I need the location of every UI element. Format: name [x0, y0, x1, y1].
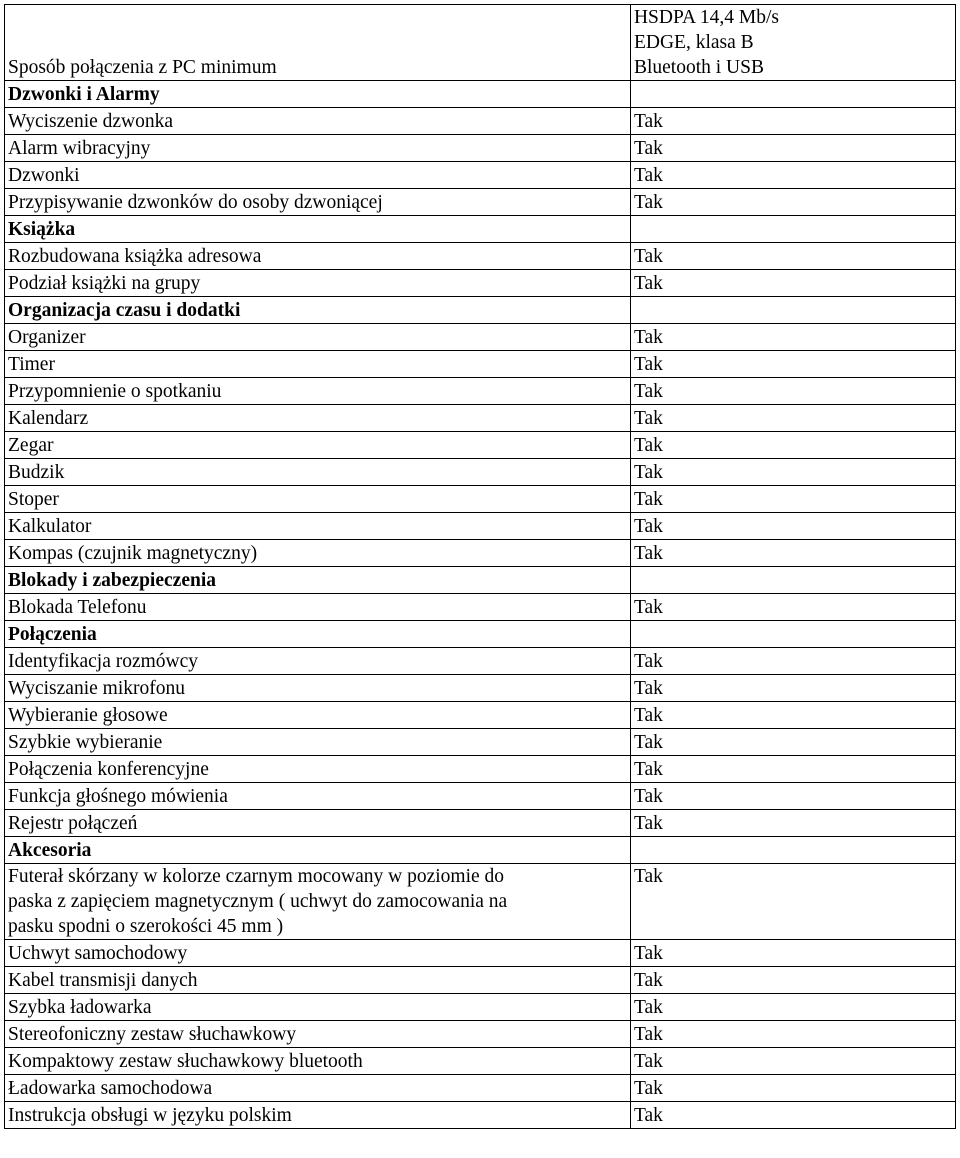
feature-label: Organizer — [5, 324, 631, 351]
feature-label: Identyfikacja rozmówcy — [5, 648, 631, 675]
table-row — [5, 729, 956, 756]
table-row — [5, 108, 956, 135]
table-row — [5, 459, 956, 486]
feature-label: Wybieranie głosowe — [5, 702, 631, 729]
table-row — [5, 648, 956, 675]
feature-label: Podział książki na grupy — [5, 270, 631, 297]
table-row — [5, 243, 956, 270]
feature-value: Tak — [630, 1102, 955, 1129]
feature-label: Dzwonki — [5, 162, 631, 189]
section-heading: Akcesoria — [5, 837, 631, 864]
feature-value: Tak — [630, 1048, 955, 1075]
feature-value: Tak — [630, 675, 955, 702]
feature-value: Tak — [630, 324, 955, 351]
table-row — [5, 351, 956, 378]
table-row — [5, 378, 956, 405]
spec-table — [4, 4, 956, 1129]
section-row — [5, 567, 956, 594]
feature-label: Przypomnienie o spotkaniu — [5, 378, 631, 405]
table-row — [5, 864, 956, 940]
feature-label: Wyciszanie mikrofonu — [5, 675, 631, 702]
feature-value: Tak — [630, 189, 955, 216]
table-row — [5, 1102, 956, 1129]
table-row — [5, 1075, 956, 1102]
section-row — [5, 81, 956, 108]
table-row — [5, 994, 956, 1021]
feature-label: Alarm wibracyjny — [5, 135, 631, 162]
table-row — [5, 432, 956, 459]
feature-value: Tak — [630, 540, 955, 567]
feature-label: Stoper — [5, 486, 631, 513]
table-row — [5, 1021, 956, 1048]
connection-values — [630, 5, 955, 81]
feature-value: Tak — [630, 967, 955, 994]
feature-label: Rozbudowana książka adresowa — [5, 243, 631, 270]
feature-label-line: pasku spodni o szerokości 45 mm ) — [8, 916, 284, 937]
feature-label: Rejestr połączeń — [5, 810, 631, 837]
feature-value: Tak — [630, 513, 955, 540]
feature-value: Tak — [630, 940, 955, 967]
section-heading: Dzwonki i Alarmy — [5, 81, 631, 108]
feature-label: Kalendarz — [5, 405, 631, 432]
feature-label: Przypisywanie dzwonków do osoby dzwoniącej — [5, 189, 631, 216]
feature-value: Tak — [630, 783, 955, 810]
section-row — [5, 621, 956, 648]
section-heading: Książka — [5, 216, 631, 243]
feature-value: Tak — [630, 994, 955, 1021]
connection-value-edge: EDGE, klasa B — [633, 32, 754, 53]
feature-label: Timer — [5, 351, 631, 378]
feature-value: Tak — [630, 243, 955, 270]
table-row — [5, 135, 956, 162]
connection-label: Sposób połączenia z PC minimum — [5, 5, 631, 81]
connection-row — [5, 5, 956, 81]
feature-value: Tak — [630, 459, 955, 486]
feature-label: Kompas (czujnik magnetyczny) — [5, 540, 631, 567]
feature-label: Szybkie wybieranie — [5, 729, 631, 756]
feature-label-line: paska z zapięciem magnetycznym ( uchwyt do zamocowania na — [8, 891, 508, 912]
table-row — [5, 513, 956, 540]
feature-value — [630, 567, 955, 594]
section-row — [5, 297, 956, 324]
feature-value: Tak — [630, 270, 955, 297]
table-row — [5, 702, 956, 729]
feature-value — [630, 297, 955, 324]
table-row — [5, 967, 956, 994]
feature-value: Tak — [630, 351, 955, 378]
feature-value: Tak — [630, 702, 955, 729]
feature-label: Budzik — [5, 459, 631, 486]
feature-label: Ładowarka samochodowa — [5, 1075, 631, 1102]
feature-label — [5, 864, 631, 940]
feature-value: Tak — [630, 810, 955, 837]
feature-value: Tak — [630, 729, 955, 756]
table-row — [5, 756, 956, 783]
feature-value: Tak — [630, 108, 955, 135]
connection-value-bluetooth-usb: Bluetooth i USB — [633, 57, 764, 78]
table-row — [5, 675, 956, 702]
section-heading: Blokady i zabezpieczenia — [5, 567, 631, 594]
feature-value — [630, 216, 955, 243]
table-row — [5, 324, 956, 351]
feature-label: Szybka ładowarka — [5, 994, 631, 1021]
section-heading: Połączenia — [5, 621, 631, 648]
feature-value: Tak — [630, 405, 955, 432]
table-row — [5, 1048, 956, 1075]
feature-label: Stereofoniczny zestaw słuchawkowy — [5, 1021, 631, 1048]
feature-label: Kabel transmisji danych — [5, 967, 631, 994]
feature-value: Tak — [630, 648, 955, 675]
section-heading: Organizacja czasu i dodatki — [5, 297, 631, 324]
feature-label: Blokada Telefonu — [5, 594, 631, 621]
connection-value-hsdpa: HSDPA 14,4 Mb/s — [633, 7, 779, 28]
section-row — [5, 837, 956, 864]
table-row — [5, 270, 956, 297]
feature-label: Funkcja głośnego mówienia — [5, 783, 631, 810]
feature-label: Instrukcja obsługi w języku polskim — [5, 1102, 631, 1129]
feature-label: Wyciszenie dzwonka — [5, 108, 631, 135]
feature-value: Tak — [630, 162, 955, 189]
feature-label-line: Futerał skórzany w kolorze czarnym mocowany w poziomie do — [8, 866, 505, 887]
table-row — [5, 189, 956, 216]
feature-value — [630, 81, 955, 108]
table-row — [5, 594, 956, 621]
feature-value: Tak — [630, 864, 955, 940]
feature-value: Tak — [630, 486, 955, 513]
feature-value: Tak — [630, 756, 955, 783]
section-row — [5, 216, 956, 243]
table-row — [5, 405, 956, 432]
feature-value: Tak — [630, 135, 955, 162]
table-row — [5, 540, 956, 567]
feature-label: Kompaktowy zestaw słuchawkowy bluetooth — [5, 1048, 631, 1075]
table-row — [5, 783, 956, 810]
feature-value — [630, 621, 955, 648]
feature-label: Kalkulator — [5, 513, 631, 540]
feature-label: Uchwyt samochodowy — [5, 940, 631, 967]
table-row — [5, 810, 956, 837]
feature-label: Połączenia konferencyjne — [5, 756, 631, 783]
table-row — [5, 486, 956, 513]
feature-value — [630, 837, 955, 864]
feature-value: Tak — [630, 1021, 955, 1048]
feature-value: Tak — [630, 378, 955, 405]
feature-value: Tak — [630, 1075, 955, 1102]
feature-label: Zegar — [5, 432, 631, 459]
feature-value: Tak — [630, 594, 955, 621]
table-row — [5, 162, 956, 189]
spec-table-body — [5, 5, 956, 1129]
feature-value: Tak — [630, 432, 955, 459]
table-row — [5, 940, 956, 967]
